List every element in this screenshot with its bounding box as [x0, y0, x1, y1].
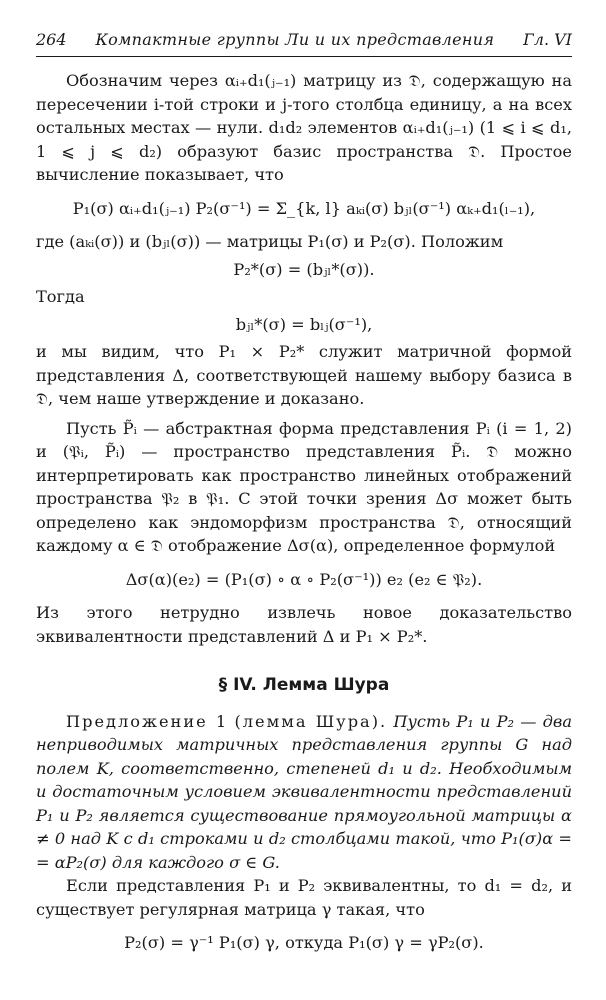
word-togda: Тогда	[36, 287, 85, 306]
formula-b-star: bⱼₗ*(σ) = bₗⱼ(σ⁻¹),	[235, 314, 373, 334]
proposition-statement: Пусть P₁ и P₂ — два неприводимых матричных представления группы G над полем K, соответственно, степеней d₁ и d₂. Необходимым и достаточным условием эквивалентности представлений P₁ и P₂ является существование прямоугольной матрицы α ≠ 0 над K с d₁ строками и d₂ столбцами такой, что P₁(σ)α = = αP₂(σ) для каждого σ ∈ G.	[36, 711, 572, 872]
paragraph-new-proof: Из этого нетрудно извлечь новое доказательство эквивалентности представлений Δ и P₁ × P₂*.	[36, 603, 572, 646]
proposition-schur	[36, 710, 572, 875]
paragraph-matrix-form: и мы видим, что P₁ × P₂* служит матричной формой представления Δ, соответствующей нашему выбору базиса в 𝔇, чем наше утверждение и доказано.	[36, 342, 572, 408]
formula-regular-matrix: P₂(σ) = γ⁻¹ P₁(σ) γ, откуда P₁(σ) γ = γP₂(σ).	[124, 933, 484, 952]
paragraph-basis-definition: Обозначим через αᵢ₊d₁(ⱼ₋₁) матрицу из 𝔇, содержащую на пересечении i-той строки и j-того столбца единицу, а на всех остальных местах — нули. d₁d₂ элементов αᵢ₊d₁(ⱼ₋₁) (1 ⩽ i ⩽ d₁, 1 ⩽ j ⩽ d₂) образуют базис пространства 𝔇. Простое вычисление показывает, что	[36, 71, 572, 184]
proposition-label: Предложение 1	[66, 711, 229, 731]
section-title-schur-lemma: § IV. Лемма Шура	[218, 675, 390, 695]
paragraph-abstract-form: Пусть P̃ᵢ — абстрактная форма представления Pᵢ (i = 1, 2) и (𝔓ᵢ, P̃ᵢ) — пространство представления P̃ᵢ. 𝔇 можно интерпретировать как пространство линейных отображений пространства 𝔓₂ в 𝔓₁. С этой точки зрения Δσ может быть определено как эндоморфизм пространства 𝔇, относящий каждому α ∈ 𝔇 отображение Δσ(α), определенное формулой	[36, 418, 572, 555]
chapter-label: Гл. VI	[523, 30, 572, 49]
proposition-lemma-name: (лемма Шура).	[234, 711, 388, 731]
paragraph-where-matrices: где (aₖᵢ(σ)) и (bⱼₗ(σ)) — матрицы P₁(σ) и P₂(σ). Положим	[36, 232, 504, 251]
formula-matrix-product: P₁(σ) αᵢ₊d₁(ⱼ₋₁) P₂(σ⁻¹) = Σ_{k, l} aₖᵢ(σ) bⱼₗ(σ⁻¹) αₖ₊d₁(ₗ₋₁),	[72, 198, 536, 218]
formula-p2-star: P₂*(σ) = (bⱼₗ*(σ)).	[233, 259, 375, 279]
book-page	[36, 28, 572, 978]
page-number: 264	[36, 30, 67, 49]
paragraph-equivalent-case: Если представления P₁ и P₂ эквивалентны, то d₁ = d₂, и существует регулярная матрица γ такая, что	[36, 876, 572, 919]
formula-delta-sigma: Δσ(α)(e₂) = (P₁(σ) ∘ α ∘ P₂(σ⁻¹)) e₂ (e₂ ∈ 𝔓₂).	[125, 569, 483, 589]
running-title: Компактные группы Ли и их представления	[95, 30, 495, 49]
running-header	[36, 28, 572, 57]
